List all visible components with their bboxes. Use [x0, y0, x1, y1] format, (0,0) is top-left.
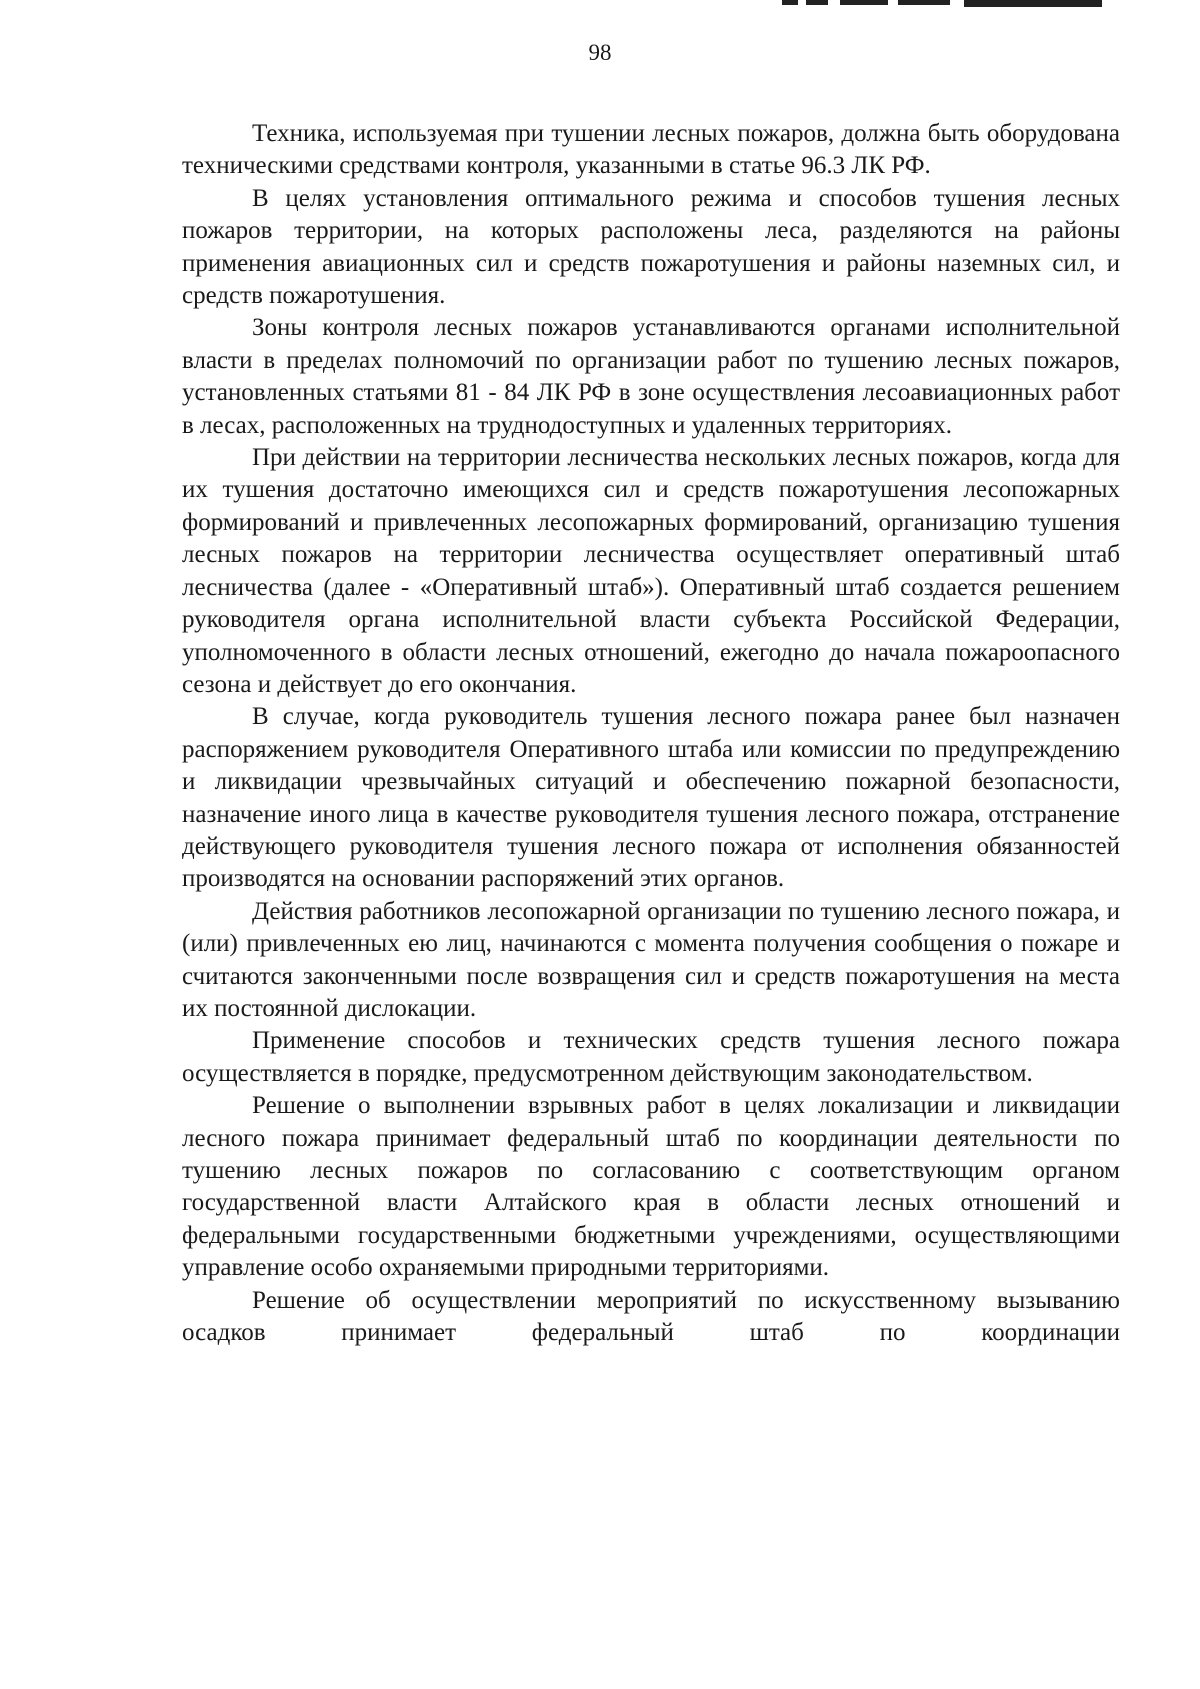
paragraph-control-zones: Зоны контроля лесных пожаров устанавливаются органами исполнительной власти в пределах полномочий по организации работ по тушению лесных пожаров, установленных статьями 81 - 84 ЛК РФ в зоне осуществления лесоавиационных работ в лесах, расположенных на труднодоступных и удаленных территориях.: [182, 314, 1120, 439]
scan-edge-mark: [782, 0, 1112, 8]
page-number: 98: [588, 40, 612, 65]
paragraph-equipment: Техника, используемая при тушении лесных пожаров, должна быть оборудована техническими средствами контроля, указанными в статье 96.3 ЛК РФ.: [182, 120, 1120, 180]
paragraph-operational-hq: При действии на территории лесничества нескольких лесных пожаров, когда для их тушения достаточно имеющихся сил и средств пожаротушения лесопожарных формирований и привлеченных лесопожарных формирований, организацию тушения лесных пожаров на территории лесничества осуществляет оперативный штаб лесничества (далее - «Оперативный штаб»). Оперативный штаб создается решением руководителя органа исполнительной власти субъекта Российской Федерации, уполномоченного в области лесных отношений, ежегодно до начала пожароопасного сезона и действует до его окончания.: [182, 444, 1120, 698]
paragraph-methods: Применение способов и технических средств тушения лесного пожара осуществляется в порядке, предусмотренном действующим законодательством.: [182, 1027, 1120, 1087]
paragraph-worker-actions: Действия работников лесопожарной организации по тушению лесного пожара, и (или) привлеченных ею лиц, начинаются с момента получения сообщения о пожаре и считаются законченными после возвращения сил и средств пожаротушения на места их постоянной дислокации.: [182, 897, 1120, 1022]
paragraph-fire-manager: В случае, когда руководитель тушения лесного пожара ранее был назначен распоряжением руководителя Оперативного штаба или комиссии по предупреждению и ликвидации чрезвычайных ситуаций и обеспечению пожарной безопасности, назначение иного лица в качестве руководителя тушения лесного пожара, отстранение действующего руководителя тушения лесного пожара от исполнения обязанностей производятся на основании распоряжений этих органов.: [182, 703, 1120, 893]
paragraph-zoning: В целях установления оптимального режима и способов тушения лесных пожаров территории, на которых расположены леса, разделяются на районы применения авиационных сил и средств пожаротушения и районы наземных сил, и средств пожаротушения.: [182, 184, 1120, 310]
paragraph-precipitation: Решение об осуществлении мероприятий по искусственному вызыванию осадков принимает федеральный штаб по координации: [182, 1286, 1120, 1347]
paragraph-blasting: Решение о выполнении взрывных работ в целях локализации и ликвидации лесного пожара принимает федеральный штаб по координации деятельности по тушению лесных пожаров по согласованию с соответствующим органом государственной власти Алтайского края в области лесных отношений и федеральными государственными бюджетными учреждениями, осуществляющими управление особо охраняемыми природными территориями.: [182, 1092, 1120, 1282]
document-body: [182, 118, 1120, 1349]
